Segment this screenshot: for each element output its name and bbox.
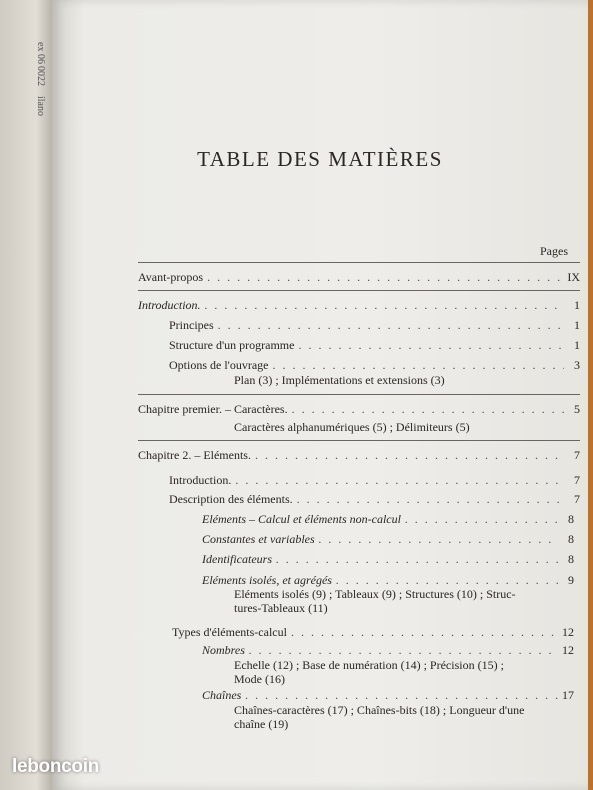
leader-dots bbox=[207, 270, 563, 285]
toc-entry-page: 1 bbox=[574, 298, 580, 312]
toc-entry-page: 12 bbox=[562, 625, 574, 639]
left-page-fragment: ilano bbox=[35, 96, 46, 116]
toc-entry-label: Introduction. bbox=[138, 298, 201, 312]
toc-entry-chaines[interactable] bbox=[202, 688, 574, 703]
left-page-edge bbox=[0, 0, 52, 790]
toc-entry-constantes[interactable] bbox=[202, 532, 574, 547]
book-page bbox=[52, 0, 588, 790]
toc-entry-chapitre-1[interactable] bbox=[138, 402, 580, 417]
pages-column-header: Pages bbox=[540, 244, 568, 258]
toc-entry-page: 7 bbox=[574, 492, 580, 506]
toc-entry-label: Identificateurs bbox=[202, 552, 272, 566]
toc-entry-label: Constantes et variables bbox=[202, 532, 315, 546]
toc-entry-page: 3 bbox=[574, 358, 580, 372]
leader-dots bbox=[272, 358, 564, 373]
toc-subentries: Echelle (12) ; Base de numération (14) ; Précision (15) ; bbox=[234, 658, 504, 672]
leader-dots bbox=[249, 643, 558, 658]
toc-entry-page: 9 bbox=[568, 573, 574, 587]
toc-entry-page: 8 bbox=[568, 532, 574, 546]
toc-entry-label: Nombres bbox=[202, 643, 245, 657]
toc-entry-label: Chapitre 2. – Eléments. bbox=[138, 448, 251, 462]
page-edge bbox=[588, 0, 593, 790]
toc-entry-chapitre-2[interactable] bbox=[138, 448, 580, 463]
toc-subentries: Mode (16) bbox=[234, 672, 285, 686]
watermark-logo: leboncoin bbox=[12, 756, 100, 777]
leader-dots bbox=[291, 625, 558, 640]
left-page-fragment: ex 06 bbox=[35, 42, 46, 64]
toc-entry-page: 7 bbox=[574, 448, 580, 462]
toc-entry-label: Options de l'ouvrage bbox=[169, 358, 269, 372]
toc-entry-page: 1 bbox=[574, 338, 580, 352]
toc-entry-introduction-2[interactable] bbox=[169, 473, 580, 488]
toc-entry-page: 7 bbox=[574, 473, 580, 487]
toc-entry-page: 8 bbox=[568, 552, 574, 566]
divider bbox=[138, 290, 580, 291]
toc-entry-label: Structure d'un programme bbox=[169, 338, 295, 352]
toc-subentries: Plan (3) ; Implémentations et extensions (3) bbox=[234, 373, 445, 387]
toc-subentries: chaîne (19) bbox=[234, 717, 289, 731]
leader-dots bbox=[235, 473, 564, 488]
toc-entry-label: Chapitre premier. – Caractères. bbox=[138, 402, 288, 416]
page-title: TABLE DES MATIÈRES bbox=[197, 147, 443, 171]
leader-dots bbox=[297, 492, 564, 507]
leader-dots bbox=[319, 532, 558, 547]
divider bbox=[138, 262, 580, 263]
toc-entry-introduction[interactable] bbox=[138, 298, 580, 313]
toc-entry-label: Chaînes bbox=[202, 688, 242, 702]
leader-dots bbox=[276, 552, 558, 567]
toc-entry-label: Eléments – Calcul et éléments non-calcul bbox=[202, 512, 401, 526]
leader-dots bbox=[245, 688, 558, 703]
toc-subentries: Eléments isolés (9) ; Tableaux (9) ; Structures (10) ; Struc- bbox=[234, 587, 516, 601]
leader-dots bbox=[218, 318, 564, 333]
toc-entry-page: IX bbox=[567, 270, 580, 284]
leader-dots bbox=[292, 402, 564, 417]
toc-subentries: Caractères alphanumériques (5) ; Délimiteurs (5) bbox=[234, 420, 470, 434]
toc-entry-page: 12 bbox=[562, 643, 574, 657]
toc-entry-page: 1 bbox=[574, 318, 580, 332]
toc-entry-label: Principes bbox=[169, 318, 214, 332]
toc-entry-label: Eléments isolés, et agrégés bbox=[202, 573, 332, 587]
toc-entry-label: Introduction. bbox=[169, 473, 232, 487]
leader-dots bbox=[255, 448, 564, 463]
divider bbox=[138, 440, 580, 441]
left-page-fragment: 0022 bbox=[35, 66, 46, 86]
toc-entry-label: Avant-propos bbox=[138, 270, 204, 284]
toc-entry-label: Types d'éléments-calcul bbox=[172, 625, 287, 639]
leader-dots bbox=[205, 298, 564, 313]
toc-entry-options[interactable] bbox=[169, 358, 580, 373]
toc-entry-nombres[interactable] bbox=[202, 643, 574, 658]
leader-dots bbox=[336, 573, 558, 588]
toc-entry-page: 5 bbox=[574, 402, 580, 416]
leader-dots bbox=[405, 512, 558, 527]
divider bbox=[138, 394, 580, 395]
toc-subentries: tures-Tableaux (11) bbox=[234, 601, 328, 615]
toc-entry-identificateurs[interactable] bbox=[202, 552, 574, 567]
toc-entry-types-elements[interactable] bbox=[172, 625, 574, 640]
toc-entry-isoles-agreges[interactable] bbox=[202, 573, 574, 588]
toc-entry-page: 17 bbox=[562, 688, 574, 702]
toc-entry-structure[interactable] bbox=[169, 338, 580, 353]
toc-entry-label: Description des éléments. bbox=[169, 492, 293, 506]
leader-dots bbox=[298, 338, 564, 353]
toc-entry-description[interactable] bbox=[169, 492, 580, 507]
toc-entry-elements-calcul[interactable] bbox=[202, 512, 574, 527]
toc-entry-principes[interactable] bbox=[169, 318, 580, 333]
toc-entry-avant-propos[interactable] bbox=[138, 270, 580, 285]
toc-entry-page: 8 bbox=[568, 512, 574, 526]
toc-subentries: Chaînes-caractères (17) ; Chaînes-bits (18) ; Longueur d'une bbox=[234, 703, 525, 717]
